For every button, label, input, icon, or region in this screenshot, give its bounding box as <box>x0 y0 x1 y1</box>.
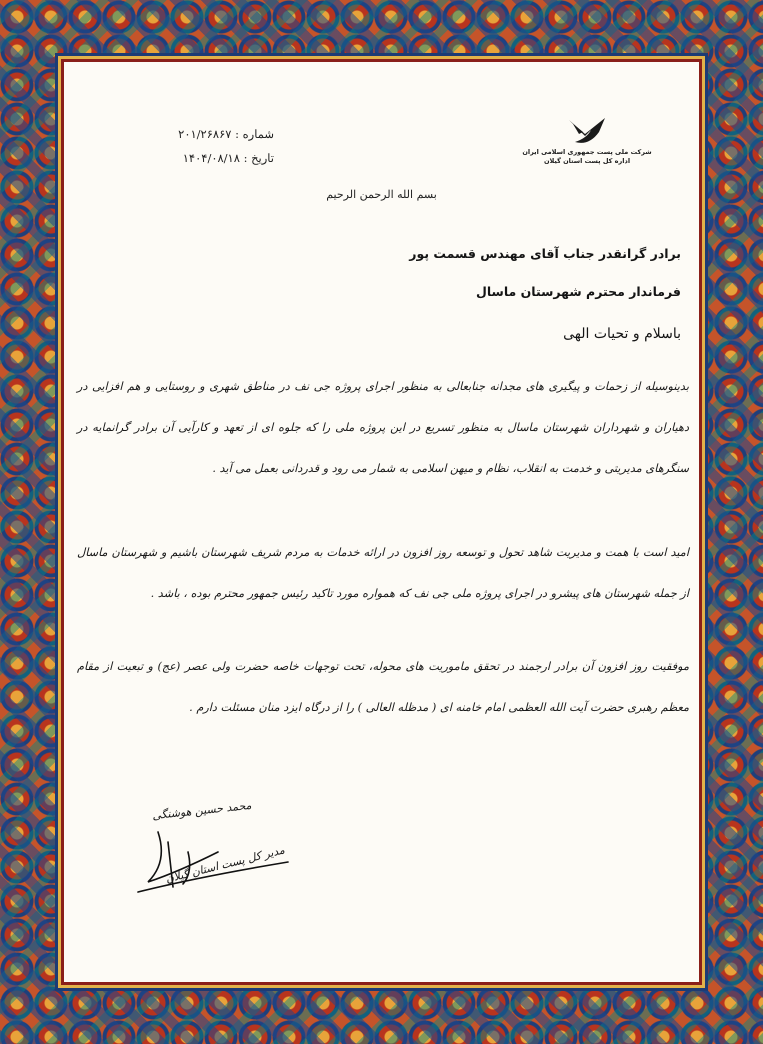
basmala: بسم الله الرحمن الرحیم <box>326 188 437 201</box>
body-paragraph-1: بدینوسیله از زحمات و پیگیری های مجدانه جنابعالی به منظور اجرای پروژه جی نف در مناطق شهری و روستایی و هم افزایی در دهیاران و شهرداران شهرستان ماسال به منظور تسریع در این پروژه ملی را که جلوه ای از تعهد و کارآیی آن برادر گرانمایه در سنگرهای مدیریتی و خدمت به انقلاب، نظام و میهن اسلامی به شمار می رود و قدردانی بعمل می آید . <box>77 380 689 475</box>
greeting: باسلام و تحیات الهی <box>563 326 681 342</box>
letter-paper <box>64 62 699 982</box>
letter-number: شماره : ۲۰۱/۲۶۸۶۷ <box>178 127 274 141</box>
letter-meta <box>104 122 274 170</box>
body-paragraph-3: موفقیت روز افزون آن برادر ارجمند در تحقق ماموریت های محوله، تحت توجهات خاصه حضرت ولی عصر (عج) و تبعیت از مقام معظم رهبری حضرت آیت الله العظمی امام خامنه ای ( مدظله العالی ) را از درگاه ایزد منان مسئلت دارم . <box>77 660 689 714</box>
body-paragraph-2: امید است با همت و مدیریت شاهد تحول و توسعه روز افزون در ارائه خدمات به مردم شریف شهرستان باشیم و شهرستان ماسال از جمله شهرستان های پیشرو در اجرای پروژه ملی جی نف که همواره مورد تاکید رئیس جمهور محترم بوده ، باشد . <box>77 546 689 600</box>
org-name-line: شرکت ملی پست جمهوری اسلامی ایران <box>522 148 652 156</box>
signatory-title: مدیر کل پست استان گیلان <box>164 843 287 886</box>
organization-logo <box>522 116 652 176</box>
recipient-name: برادر گرانقدر جناب آقای مهندس قسمت پور <box>409 246 681 261</box>
post-company-logo-icon <box>565 116 609 148</box>
signatory-name: محمد حسین هوشنگی <box>151 798 253 823</box>
handwritten-signature <box>98 822 298 902</box>
letter-date: تاریخ : ۱۴۰۴/۰۸/۱۸ <box>182 151 274 165</box>
recipient-title: فرماندار محترم شهرستان ماسال <box>476 284 681 299</box>
org-office-line: اداره کل پست استان گیلان <box>543 157 631 165</box>
